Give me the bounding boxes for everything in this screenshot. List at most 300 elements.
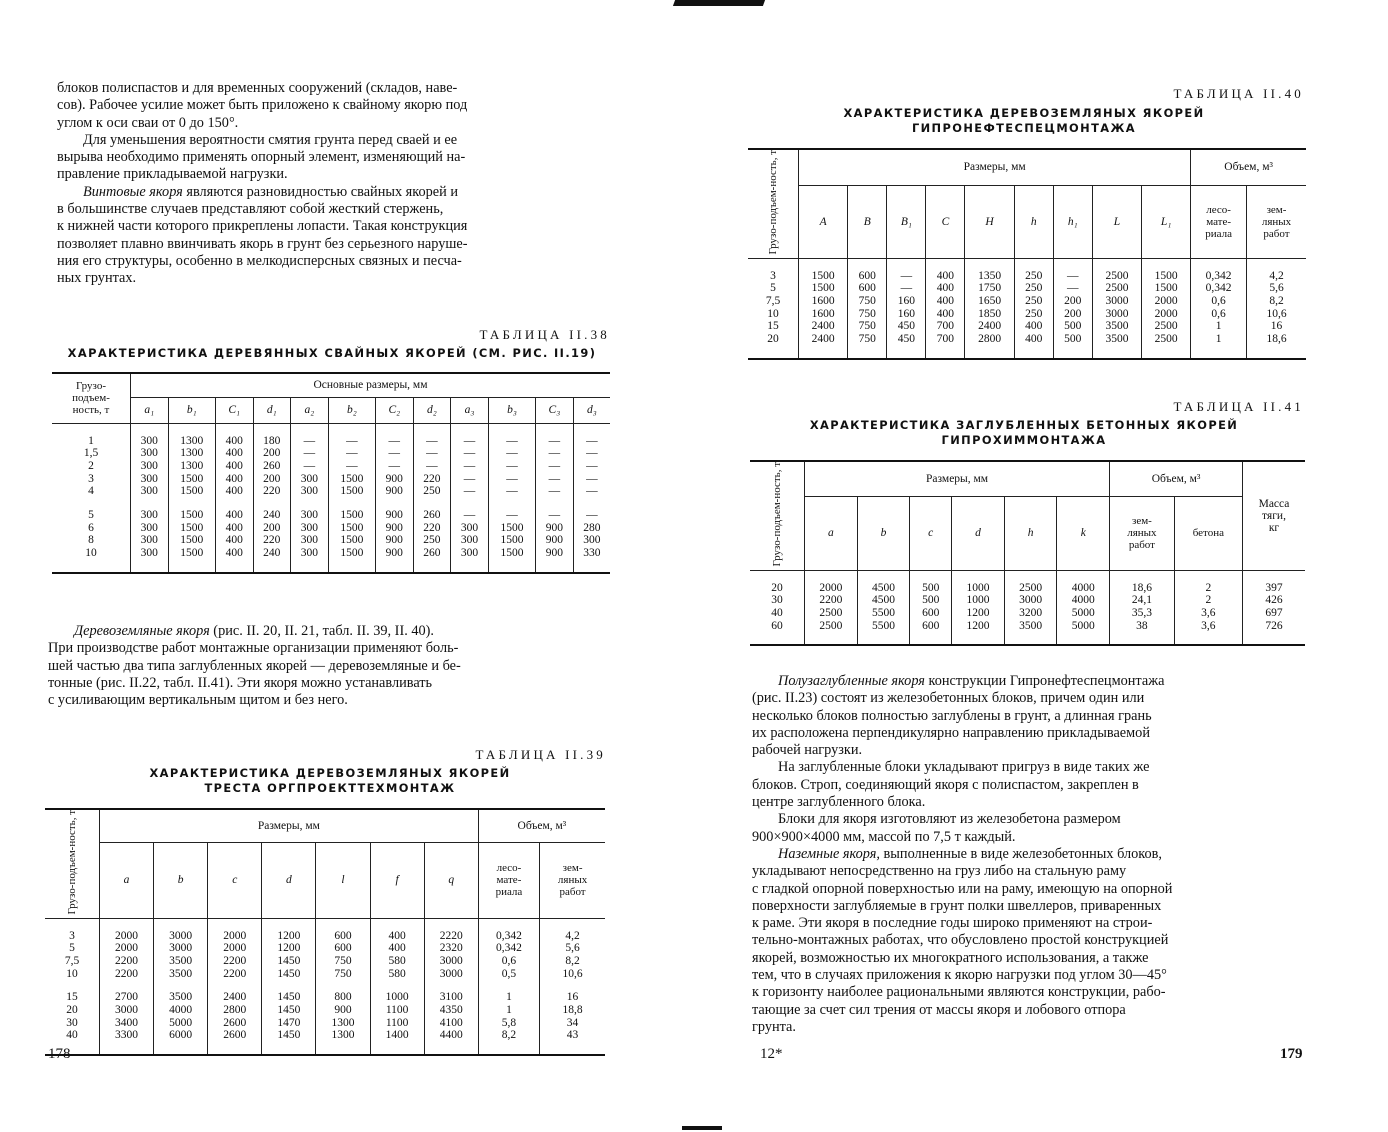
- text-line: укладывают непосредственно на груз либо на стальную раму: [752, 863, 1127, 880]
- table-cell: 3,6: [1174, 607, 1242, 620]
- header-symbol: l: [341, 874, 345, 887]
- table-cell: 1500: [488, 534, 535, 547]
- table-cell: 1350: [965, 258, 1014, 282]
- table-cell: —: [488, 447, 535, 460]
- text-line: позволяет плавно ввинчивать якорь в грунт без серьезного наруше-: [57, 235, 468, 252]
- header-vertical-text: Грузо-подъем-ность, т: [770, 462, 783, 567]
- title-line: ХАРАКТЕРИСТИКА ДЕРЕВОЗЕМЛЯНЫХ ЯКОРЕЙ: [843, 106, 1205, 120]
- table-cell: —: [413, 423, 451, 447]
- table-cell: 1450: [262, 968, 316, 981]
- table-cell: 2400: [799, 333, 848, 359]
- table-cell: 2500: [1142, 333, 1191, 359]
- table-cell: 1300: [168, 447, 215, 460]
- page-number: 179: [1280, 1046, 1303, 1062]
- table-row: [52, 522, 610, 535]
- header-line: зем-: [1266, 203, 1287, 216]
- table-cell: 400: [215, 460, 253, 473]
- column-header: [1092, 185, 1141, 258]
- header-symbol: C₃: [548, 404, 561, 416]
- table-row: [52, 534, 610, 547]
- column-group-header: Основные размеры, мм: [131, 373, 611, 397]
- table-cell: 0,5: [478, 968, 539, 981]
- title-line: ХАРАКТЕРИСТИКА ЗАГЛУБЛЕННЫХ БЕТОННЫХ ЯКОРЕЙ: [809, 418, 1239, 432]
- table-cell: —: [451, 485, 489, 498]
- italic-term: Полузаглубленные якоря: [778, 673, 925, 689]
- table-cell: —: [536, 460, 574, 473]
- table-cell: 24,1: [1110, 594, 1175, 607]
- table-cell: 40: [45, 1029, 100, 1055]
- table-cell: 1500: [328, 547, 375, 573]
- table-cell: 700: [926, 333, 965, 359]
- table-cell: —: [451, 447, 489, 460]
- table-cell: 10: [66, 967, 78, 980]
- table-cell: 15: [767, 320, 779, 333]
- header-symbol: H: [985, 215, 994, 228]
- text-line: сов). Рабочее усилие может быть приложено к свайному якорю под: [57, 97, 468, 114]
- text-line: При производстве работ монтажные организации применяют боль-: [48, 640, 459, 657]
- table-cell: 4500: [857, 594, 910, 607]
- table-cell: 450: [887, 333, 926, 359]
- table-cell: 2000: [805, 570, 858, 594]
- table-cell: 300: [451, 547, 489, 573]
- header-line: тяги,: [1262, 509, 1286, 522]
- table-cell: 5500: [857, 620, 910, 646]
- table-cell: 1500: [1142, 282, 1191, 295]
- column-header: [413, 397, 451, 423]
- signature-mark: 12*: [760, 1046, 783, 1062]
- text-line: ния его структуры, особенно в мелкодисперсных связных и песча-: [57, 252, 462, 269]
- table-cell: —: [488, 485, 535, 498]
- text-line: их расположена перпендикулярно направлению прикладываемой: [752, 724, 1150, 741]
- column-header: [100, 843, 154, 918]
- italic-term: Винтовые якоря: [83, 183, 183, 200]
- header-line: мате-: [496, 874, 522, 887]
- table-cell: 1300: [316, 1017, 370, 1030]
- table-row: [45, 942, 605, 955]
- table-cell: 5,8: [478, 1017, 539, 1030]
- header-line: лесо-: [1206, 203, 1231, 216]
- header-symbol: h: [1027, 527, 1034, 540]
- header-vertical-text: Грузо-подъем-ность, т: [65, 810, 78, 915]
- table-cell: 5: [69, 942, 75, 955]
- table-cell: 2500: [1092, 282, 1141, 295]
- table-title: [90, 766, 570, 796]
- column-header: [1057, 496, 1110, 570]
- table-cell: 30: [66, 1016, 78, 1029]
- column-header: [848, 185, 887, 258]
- table-cell: 1: [478, 980, 539, 1004]
- table-cell: 4500: [857, 570, 910, 594]
- column-group-header: Объем, м³: [1191, 149, 1306, 185]
- table-cell: 2700: [100, 980, 154, 1004]
- table-cell: 2200: [100, 968, 154, 981]
- table-cell: 20: [748, 333, 799, 359]
- table-row: [45, 918, 605, 942]
- table-cell: —: [291, 460, 329, 473]
- column-header: бетона: [1174, 496, 1242, 570]
- table-cell: 2200: [100, 955, 154, 968]
- table-cell: —: [328, 447, 375, 460]
- table-cell: 4400: [424, 1029, 478, 1055]
- title-line: ГИПРОНЕФТЕСПЕЦМОНТАЖА: [911, 121, 1137, 135]
- table-cell: 750: [848, 333, 887, 359]
- table-cell: —: [887, 258, 926, 282]
- table-cell: 240: [253, 498, 291, 522]
- table-cell: 35,3: [1110, 607, 1175, 620]
- header-symbol: q: [448, 874, 455, 887]
- table-cell: 300: [131, 423, 169, 447]
- table-cell: 2500: [1142, 320, 1191, 333]
- table-cell: —: [488, 460, 535, 473]
- table-cell: —: [1053, 258, 1092, 282]
- table-cell: 220: [413, 473, 451, 486]
- table-row: [52, 547, 610, 573]
- header-line: Грузо-: [76, 380, 106, 393]
- table-cell: 600: [316, 918, 370, 942]
- left-paragraph-intro: [57, 80, 610, 288]
- table-cell: 900: [376, 547, 414, 573]
- table-cell: 300: [131, 473, 169, 486]
- table-cell: 18,8: [540, 1004, 605, 1017]
- header-line: работ: [559, 886, 586, 899]
- table-cell: 400: [926, 295, 965, 308]
- table-cell: 750: [848, 320, 887, 333]
- column-header-capacity: [45, 809, 100, 918]
- header-line: подъем-: [72, 392, 110, 405]
- table-cell: 2320: [424, 942, 478, 955]
- table-cell: 5000: [1057, 607, 1110, 620]
- table-cell: 1600: [799, 308, 848, 321]
- header-symbol: k: [1080, 527, 1086, 540]
- table-cell: 300: [291, 473, 329, 486]
- table-cell: 1750: [965, 282, 1014, 295]
- table-cell: 1500: [328, 498, 375, 522]
- table-cell: —: [451, 460, 489, 473]
- table-cell: 20: [66, 1004, 78, 1017]
- table-cell: 1500: [799, 282, 848, 295]
- table-cell: 40: [771, 606, 783, 619]
- header-line: ность, т: [72, 404, 110, 417]
- table-cell: 1400: [370, 1029, 424, 1055]
- table-row: [750, 594, 1305, 607]
- table-cell: —: [573, 485, 610, 498]
- table-cell: 1500: [168, 534, 215, 547]
- text-line: центре заглубленного блока.: [752, 794, 926, 811]
- column-group-header: Размеры, мм: [805, 461, 1110, 496]
- table-row: [748, 333, 1306, 359]
- table-cell: 250: [1014, 308, 1053, 321]
- table-cell: 1200: [262, 942, 316, 955]
- table-cell: 1450: [262, 980, 316, 1004]
- table-cell: 750: [848, 308, 887, 321]
- table-cell: 3500: [154, 980, 208, 1004]
- table-cell: 900: [536, 547, 574, 573]
- text-line: [752, 846, 1306, 863]
- column-header: [799, 185, 848, 258]
- table-cell: —: [451, 498, 489, 522]
- table-ii-38: [52, 372, 610, 574]
- table-cell: 3,6: [1174, 620, 1242, 646]
- table-cell: —: [573, 447, 610, 460]
- header-line: риала: [495, 886, 523, 899]
- table-cell: 300: [131, 447, 169, 460]
- table-cell: 3500: [154, 955, 208, 968]
- table-cell: —: [291, 447, 329, 460]
- table-cell: —: [451, 473, 489, 486]
- table-cell: 600: [848, 258, 887, 282]
- table-cell: 300: [291, 498, 329, 522]
- header-symbol: h₁: [1067, 215, 1078, 228]
- text-line: [48, 623, 608, 640]
- table-cell: 8,2: [1247, 295, 1307, 308]
- text-line: Для уменьшения вероятности смятия грунта перед сваей и ее: [83, 131, 458, 148]
- table-cell: 300: [451, 534, 489, 547]
- text-line: в большинстве случаев представляют собой жесткий стержень,: [57, 201, 444, 218]
- table-cell: 15: [66, 991, 78, 1004]
- column-header: [540, 843, 605, 918]
- table-cell: 3000: [424, 955, 478, 968]
- header-symbol: h: [1030, 215, 1037, 228]
- table-cell: 1: [478, 1004, 539, 1017]
- header-symbol: C₂: [388, 404, 401, 416]
- table-cell: —: [573, 423, 610, 447]
- table-cell: 4,2: [1247, 258, 1307, 282]
- text-line: ных грунтах.: [57, 270, 137, 287]
- table-cell: 1500: [488, 547, 535, 573]
- table-cell: 250: [413, 534, 451, 547]
- table-cell: 250: [1014, 295, 1053, 308]
- column-header: [887, 185, 926, 258]
- table-cell: 2000: [208, 942, 262, 955]
- table-cell: 400: [370, 942, 424, 955]
- column-header: [253, 397, 291, 423]
- text-line: правление прикладываемой нагрузки.: [57, 166, 288, 183]
- table-ii-39: [45, 808, 605, 1056]
- table-cell: 900: [376, 522, 414, 535]
- table-cell: 400: [215, 498, 253, 522]
- table-title: [774, 418, 1274, 448]
- table-cell: 3000: [424, 968, 478, 981]
- text-line: несколько блоков полностью заглублены в грунт, а длинная грань: [752, 707, 1152, 724]
- header-symbol: b: [880, 527, 887, 540]
- table-cell: 260: [413, 498, 451, 522]
- table-cell: 2500: [1004, 570, 1057, 594]
- table-cell: 400: [1014, 320, 1053, 333]
- table-row: [45, 955, 605, 968]
- header-symbol: d: [975, 527, 981, 540]
- header-line: лесо-: [496, 862, 522, 875]
- column-header: [536, 397, 574, 423]
- text-line: Блоки для якоря изготовляют из железобетона размером: [778, 811, 1121, 828]
- table-cell: 1450: [262, 1029, 316, 1055]
- table-cell: 400: [370, 918, 424, 942]
- table-row: [52, 423, 610, 447]
- table-cell: 18,6: [1110, 570, 1175, 594]
- column-header: [805, 496, 858, 570]
- table-cell: 3400: [100, 1017, 154, 1030]
- scan-mark: [682, 1126, 722, 1130]
- table-row: [52, 460, 610, 473]
- table-cell: 3500: [1004, 620, 1057, 646]
- right-page: [694, 0, 1388, 1132]
- table-cell: 3000: [1004, 594, 1057, 607]
- table-cell: 2500: [805, 607, 858, 620]
- table-cell: 400: [926, 282, 965, 295]
- table-cell: 1500: [168, 547, 215, 573]
- table-cell: 2400: [965, 320, 1014, 333]
- table-cell: 600: [910, 620, 952, 646]
- text-span: выполненные в виде железобетонных блоков,: [879, 845, 1162, 862]
- column-header: [215, 397, 253, 423]
- column-header: [208, 843, 262, 918]
- header-symbol: B: [863, 215, 871, 228]
- table-cell: 300: [131, 485, 169, 498]
- table-cell: 34: [540, 1017, 605, 1030]
- table-cell: 1200: [952, 620, 1005, 646]
- text-line: тающие за счет сил трения от массы якоря и лобового отпора: [752, 1001, 1126, 1018]
- column-header: [131, 397, 169, 423]
- table-cell: 4350: [424, 1004, 478, 1017]
- title-line: ГИПРОХИММОНТАЖА: [941, 433, 1107, 447]
- column-header: [1142, 185, 1191, 258]
- table-cell: —: [451, 423, 489, 447]
- header-symbol: c: [232, 874, 238, 887]
- table-cell: 2800: [208, 1004, 262, 1017]
- left-paragraph-anchors: [48, 623, 608, 709]
- column-header: [488, 397, 535, 423]
- scan-mark: [673, 0, 765, 6]
- table-cell: 400: [215, 447, 253, 460]
- table-label: ТАБЛИЦА II.39: [475, 747, 606, 762]
- header-symbol: L₁: [1160, 215, 1172, 228]
- table-cell: —: [536, 485, 574, 498]
- table-cell: 60: [750, 620, 805, 646]
- column-header: [424, 843, 478, 918]
- table-cell: —: [376, 460, 414, 473]
- text-line: блоков. Строп, соединяющий якоря с полиспастом, закреплен в: [752, 776, 1139, 793]
- table-cell: 5: [88, 509, 94, 522]
- column-header: [154, 843, 208, 918]
- table-cell: 580: [370, 968, 424, 981]
- table-cell: 1300: [168, 460, 215, 473]
- table-cell: 1300: [316, 1029, 370, 1055]
- table-cell: 8: [88, 534, 94, 547]
- header-symbol: f: [395, 874, 399, 887]
- header-symbol: a₁: [144, 404, 155, 416]
- table-cell: —: [488, 473, 535, 486]
- header-symbol: C₁: [228, 404, 241, 416]
- header-symbol: L: [1113, 215, 1121, 228]
- column-header: [857, 496, 910, 570]
- table-cell: 6: [88, 521, 94, 534]
- table-cell: 180: [253, 423, 291, 447]
- table-cell: 1850: [965, 308, 1014, 321]
- table-cell: 2000: [1142, 308, 1191, 321]
- table-cell: 200: [1053, 308, 1092, 321]
- table-cell: —: [536, 447, 574, 460]
- table-cell: 0,342: [478, 918, 539, 942]
- table-cell: 1500: [168, 522, 215, 535]
- column-header-capacity: [52, 373, 131, 423]
- header-symbol: a₃: [464, 404, 475, 416]
- table-cell: 3000: [154, 942, 208, 955]
- table-cell: 1000: [370, 980, 424, 1004]
- table-cell: 8,2: [478, 1029, 539, 1055]
- table-cell: 400: [215, 547, 253, 573]
- table-cell: 1300: [168, 423, 215, 447]
- table-cell: 3: [69, 929, 75, 942]
- table-cell: 20: [771, 581, 783, 594]
- column-header: [376, 397, 414, 423]
- table-cell: 1500: [799, 258, 848, 282]
- text-line: углом к оси сваи от 0 до 150°.: [57, 114, 239, 131]
- header-line: кг: [1268, 521, 1280, 534]
- table-cell: 3500: [154, 968, 208, 981]
- column-header: [1053, 185, 1092, 258]
- table-cell: 1500: [168, 498, 215, 522]
- table-cell: 8,2: [540, 955, 605, 968]
- header-symbol: B₁: [900, 215, 912, 228]
- table-cell: 1500: [488, 522, 535, 535]
- text-line: к раме. Эти якоря в последние годы широко применяют на строи-: [752, 915, 1153, 932]
- table-cell: 400: [1014, 333, 1053, 359]
- table-cell: —: [328, 460, 375, 473]
- table-row: [45, 968, 605, 981]
- table-cell: 160: [887, 308, 926, 321]
- table-cell: 220: [413, 522, 451, 535]
- table-row: [748, 282, 1306, 295]
- table-cell: 220: [253, 534, 291, 547]
- table-cell: 2400: [799, 320, 848, 333]
- table-cell: 2500: [1092, 258, 1141, 282]
- table-row: [52, 485, 610, 498]
- column-group-header: Объем, м³: [1110, 461, 1243, 496]
- table-cell: 600: [316, 942, 370, 955]
- text-span: (рис. II. 20, II. 21, табл. II. 39, II. 40).: [209, 623, 434, 639]
- table-cell: 750: [848, 295, 887, 308]
- table-row: [52, 447, 610, 460]
- header-symbol: b₁: [186, 404, 197, 416]
- table-cell: 900: [536, 534, 574, 547]
- right-paragraph-anchors: [752, 673, 1306, 1036]
- text-line: тельно-монтажных работах, что обусловлено простой конструкцией: [752, 932, 1169, 949]
- table-cell: 1000: [952, 570, 1005, 594]
- header-symbol: d: [286, 874, 292, 887]
- column-header: [1247, 185, 1307, 258]
- table-cell: 3100: [424, 980, 478, 1004]
- header-line: работ: [1263, 227, 1290, 240]
- table-cell: 1500: [328, 534, 375, 547]
- header-symbol: a₂: [304, 404, 315, 416]
- header-symbol: C: [941, 215, 950, 228]
- table-cell: 300: [291, 534, 329, 547]
- page-number: 178: [48, 1046, 71, 1062]
- table-cell: 300: [291, 522, 329, 535]
- table-row: [52, 473, 610, 486]
- table-cell: 2000: [100, 942, 154, 955]
- table-cell: —: [413, 460, 451, 473]
- table-cell: 3300: [100, 1029, 154, 1055]
- column-header: [370, 843, 424, 918]
- header-symbol: a: [123, 874, 130, 887]
- table-cell: 330: [573, 547, 610, 573]
- table-cell: 4000: [1057, 570, 1110, 594]
- table-cell: 750: [316, 968, 370, 981]
- table-cell: —: [413, 447, 451, 460]
- table-cell: 3500: [1092, 320, 1141, 333]
- column-header: [291, 397, 329, 423]
- table-cell: 2: [1174, 594, 1242, 607]
